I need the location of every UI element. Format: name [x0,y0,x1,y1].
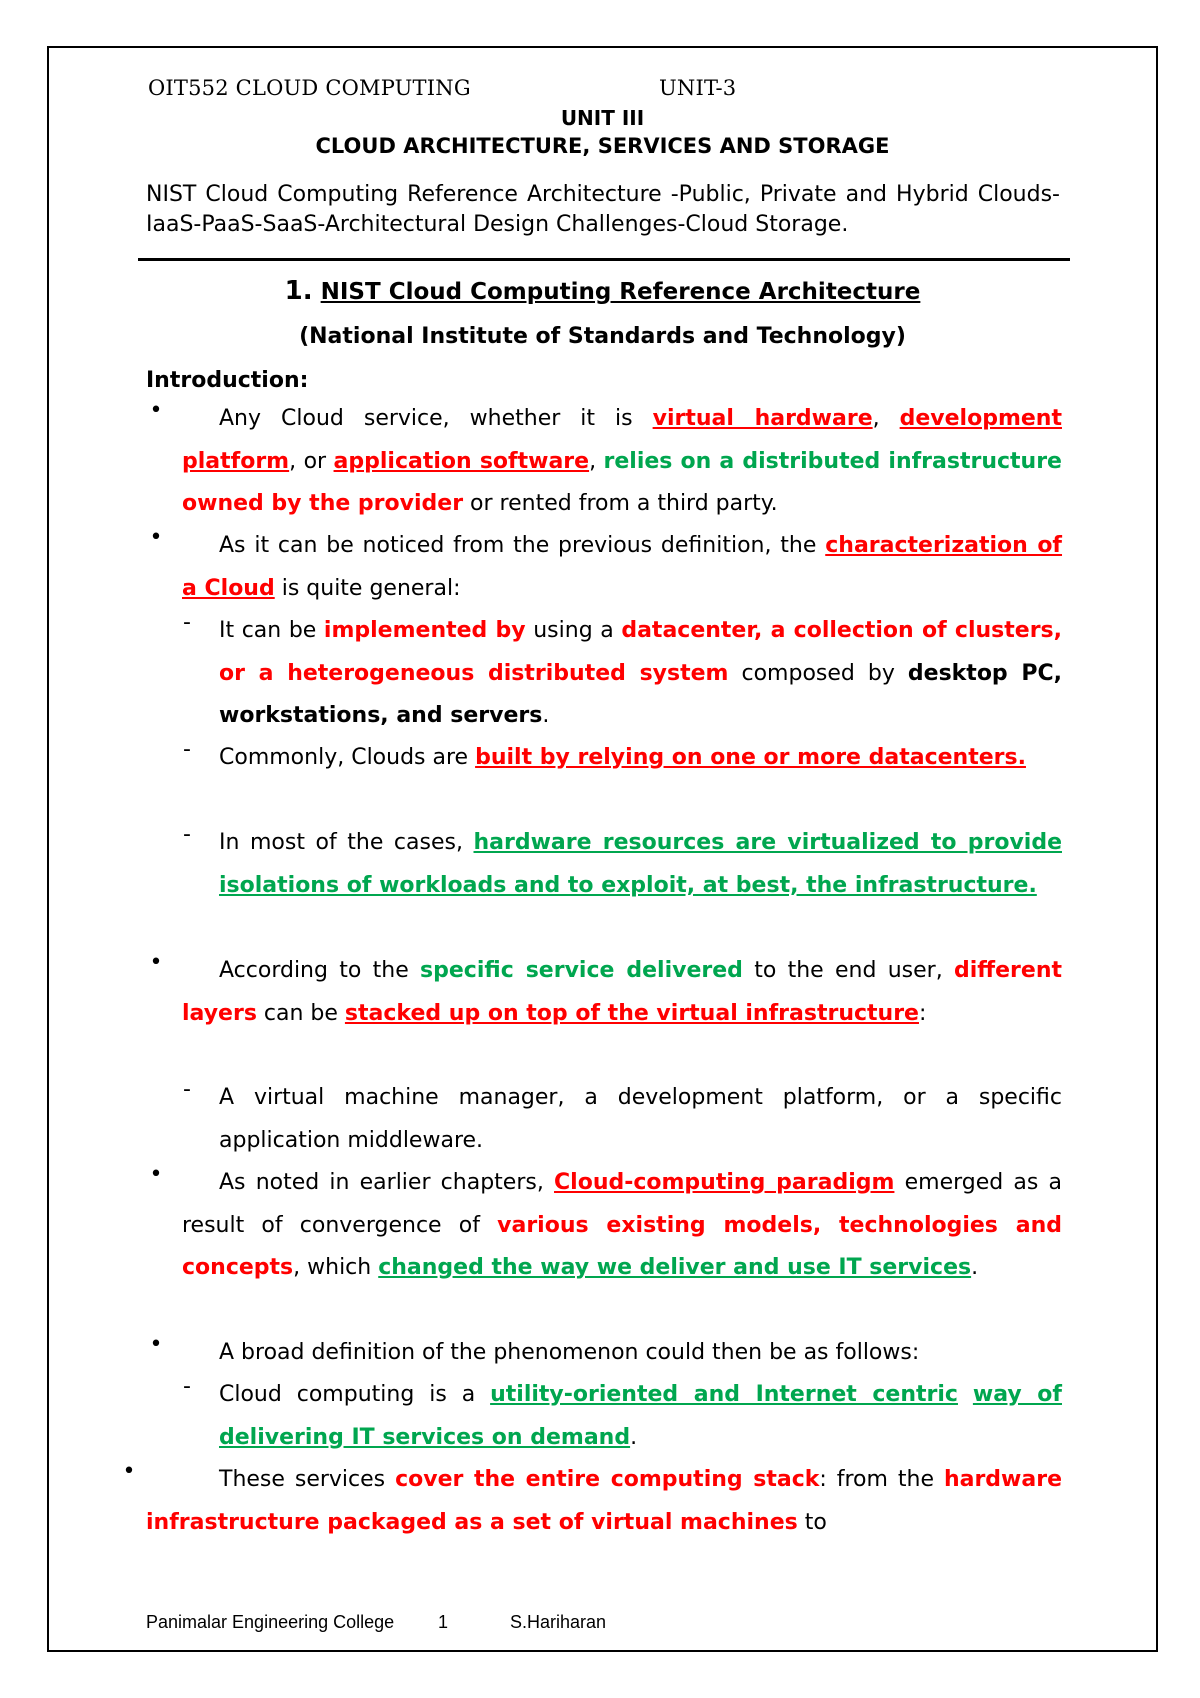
bullet-item-1 [182,398,1062,526]
course-code-title: OIT552 CLOUD COMPUTING [148,76,471,100]
emphasis-red: characterization of a Cloud [182,533,1063,601]
text-run: As noted in earlier chapters, [219,1170,555,1195]
dash-item-5 [219,1374,1062,1459]
introduction-label: Introduction: [146,368,309,393]
text-run: A virtual machine manager, a development platform, or a specific application middleware. [219,1085,1062,1153]
section-title: NIST Cloud Computing Reference Architecture [320,279,921,305]
emphasis-green: way of delivering IT services on demand [219,1382,1062,1450]
dash-marker: - [183,1077,191,1102]
text-run: A broad definition of the phenomenon could then be as follows: [219,1340,920,1365]
text-run: Cloud computing is a [219,1382,491,1407]
unit-heading: UNIT III [560,106,645,130]
section-number: 1. [284,276,313,306]
text-run: Commonly, Clouds are [219,745,476,770]
text-run: emerged as a result of convergence of [182,1170,1063,1238]
emphasis-red: owned by the provider [182,491,464,516]
text-run [958,1382,973,1407]
emphasis-red: various existing models, technologies and concepts [182,1212,1062,1280]
text-run: , [589,448,604,474]
emphasis-red: implemented by [323,618,526,643]
text-run: Any Cloud service, whether it is [219,406,653,431]
text-run: composed by [728,660,908,686]
dash-marker: - [183,610,191,635]
section-subtitle: (National Institute of Standards and Technology) [299,324,906,349]
footer-college: Panimalar Engineering College [146,1612,395,1632]
running-header [148,76,737,100]
page-number: 1 [438,1612,449,1632]
dash-item-4 [219,1077,1062,1162]
dash-marker: - [183,737,191,762]
emphasis-red: hardware infrastructure packaged as a set of virtual machines [146,1467,1062,1535]
bullet-marker: • [149,525,163,550]
text-run: to the end user, [742,958,955,983]
bullet-item-3 [182,950,1062,1035]
text-run: It can be [219,618,324,643]
bullet-marker: • [149,398,163,423]
emphasis-red: different layers [182,958,1062,1026]
emphasis-red: Cloud-computing paradigm [554,1170,895,1195]
emphasis-green: hardware resources are virtualized to provide isolations of workloads and to exploit, at best, the infrastructure. [219,830,1062,898]
bullet-item-6 [146,1459,1062,1544]
text-run: : [918,1000,927,1026]
emphasis-red: application software [333,448,590,474]
emphasis-green: changed the way we deliver and use IT services [378,1255,972,1280]
bullet-item-5 [182,1332,1062,1375]
text-run: These services [219,1467,396,1492]
syllabus-text: NIST Cloud Computing Reference Architecture -Public, Private and Hybrid Clouds-IaaS-PaaS-SaaS-Architectural Design Challenges-Cloud Storage. [146,182,1060,237]
section-heading [47,276,1158,306]
text-run: In most of the cases, [219,830,474,855]
text-run: , which [293,1255,379,1280]
emphasis-red: cover the entire computing stack [395,1467,820,1492]
text-run: . [542,703,550,728]
dash-item-1 [219,610,1062,738]
emphasis-green: utility-oriented and Internet centric [490,1382,958,1407]
bullet-marker: • [122,1459,136,1484]
text-run: As it can be noticed from the previous definition, the [219,533,826,558]
text-run: to [797,1509,827,1535]
emphasis-red: virtual hardware [652,406,873,431]
horizontal-rule [138,258,1070,261]
bullet-item-2 [182,525,1062,610]
emphasis-red: datacenter, a collection of clusters, or a heterogeneous distributed system [219,618,1062,686]
bullet-item-4 [182,1162,1062,1290]
emphasis-red: stacked up on top of the virtual infrastructure [344,1000,919,1026]
dash-marker: - [183,822,191,847]
text-run: According to the [219,958,421,983]
text-run: . [971,1255,979,1280]
bullet-marker: • [149,950,163,975]
dash-item-3 [219,822,1062,907]
text-run: , [872,406,900,431]
emphasis-green: relies on a distributed infrastructure [603,448,1062,474]
text-run: can be [256,1000,345,1026]
bold-text: desktop PC, workstations, and servers [219,660,1062,728]
text-run: : from the [819,1467,944,1492]
dash-marker: - [183,1374,191,1399]
text-run: or rented from a third party. [463,491,778,516]
bullet-marker: • [149,1162,163,1187]
bullet-marker: • [149,1332,163,1357]
emphasis-green: specific service delivered [420,958,743,983]
footer-author: S.Hariharan [510,1612,607,1632]
text-run: . [630,1424,638,1450]
text-run: is quite general: [274,575,461,601]
text-run: , or [289,448,334,474]
dash-item-2 [219,737,1062,780]
emphasis-red: built by relying on one or more datacenters. [475,745,1026,770]
text-run: using a [525,618,622,643]
emphasis-red: development platform [182,406,1062,474]
unit-number: UNIT-3 [659,76,737,100]
unit-name: CLOUD ARCHITECTURE, SERVICES AND STORAGE [315,134,890,158]
